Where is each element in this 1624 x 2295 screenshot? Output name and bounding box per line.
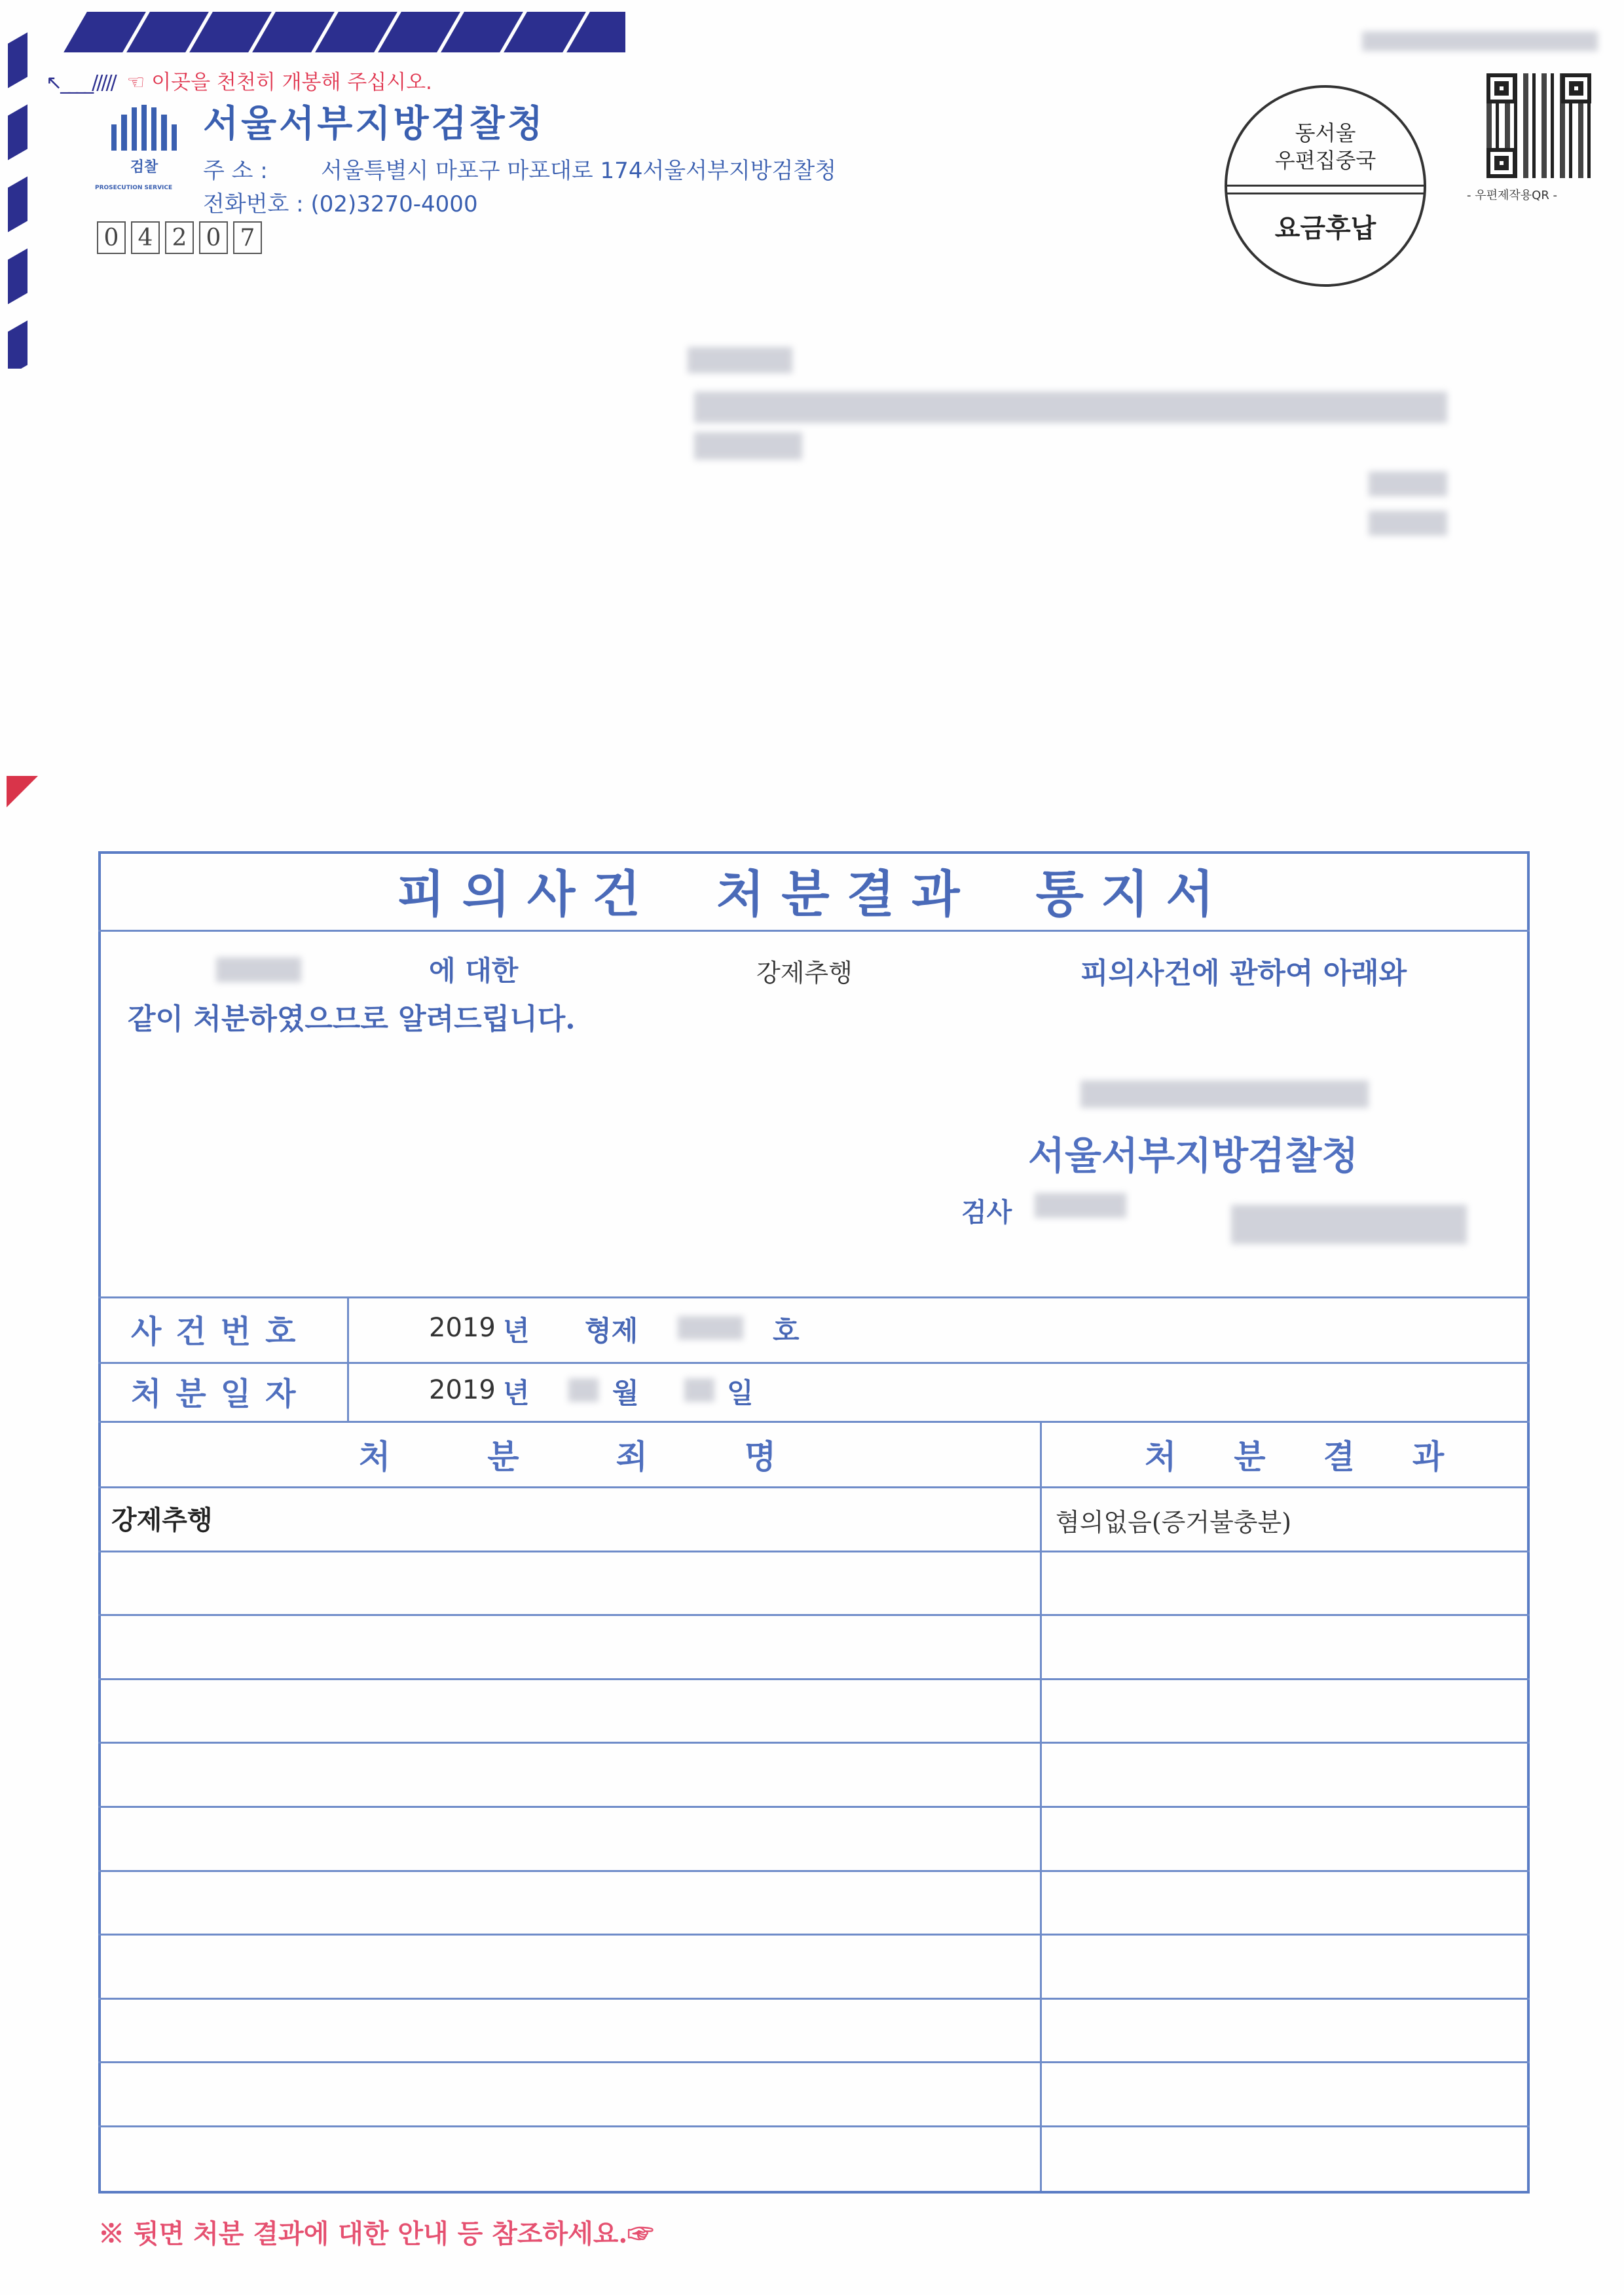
logo-text: 검찰 — [130, 159, 158, 175]
footer-note: ※ 뒷면 처분 결과에 대한 안내 등 참조하세요.☞ — [98, 2218, 654, 2249]
table-row-divider — [98, 1934, 1530, 1936]
logo-text-en: PROSECUTION SERVICE — [95, 185, 173, 191]
disposition-date-label: 처분일자 — [131, 1376, 310, 1412]
postmark-office-line2: 우편집중국 — [1274, 148, 1376, 173]
airmail-stripe-left — [8, 12, 28, 369]
redacted-recipient-name — [1369, 471, 1447, 496]
table-row-divider — [98, 1614, 1530, 1616]
case-suffix: 호 — [773, 1315, 800, 1347]
sender-address — [203, 153, 836, 185]
table-row-divider — [98, 2125, 1530, 2127]
table-row-divider — [98, 2061, 1530, 2063]
col-offense-header: 처분죄명 — [359, 1437, 874, 1476]
divider — [98, 1486, 1530, 1488]
phone-label: 전화번호 : — [203, 191, 304, 217]
divider — [98, 930, 1530, 932]
case-year: 2019 — [429, 1313, 496, 1343]
redacted-recipient-address — [694, 392, 1447, 423]
sender-name: 서울서부지방검찰청 — [203, 103, 545, 145]
redacted-prosecutor-name — [1035, 1193, 1126, 1218]
table-row-divider — [98, 1678, 1530, 1680]
issuer-name: 서울서부지방검찰청 — [1028, 1133, 1359, 1178]
redacted-recipient-title — [1369, 511, 1447, 536]
address-value: 서울특별시 마포구 마포대로 174서울서부지방검찰청 — [321, 158, 837, 184]
date-month-unit: 월 — [612, 1377, 639, 1409]
date-day-unit: 일 — [727, 1377, 754, 1409]
case-number-label: 사건번호 — [131, 1313, 310, 1350]
divider — [98, 1421, 1530, 1423]
table-row-divider — [98, 1870, 1530, 1872]
logo-bars-icon — [111, 105, 177, 151]
table-row-divider — [98, 1998, 1530, 2000]
redacted-day — [684, 1378, 714, 1402]
prosecutor-label: 검사 — [961, 1197, 1012, 1228]
zip-digit: 7 — [233, 221, 262, 254]
redacted-code — [1362, 31, 1598, 51]
disposition-notice-form — [98, 851, 1530, 2194]
postmark-office-line1: 동서울 — [1295, 120, 1356, 145]
sender-phone — [203, 186, 478, 218]
airmail-stripe-top — [62, 12, 625, 52]
divider — [98, 1362, 1530, 1364]
prosecution-logo — [95, 105, 177, 191]
case-year-unit: 년 — [503, 1315, 530, 1347]
qr-caption: - 우편제작용QR - — [1467, 189, 1558, 202]
redacted-prosecutor-seal — [1231, 1205, 1467, 1244]
redacted-case-number — [678, 1316, 743, 1340]
zip-digit: 2 — [165, 221, 194, 254]
date-year: 2019 — [429, 1375, 496, 1405]
postmark-stamp — [1225, 85, 1426, 287]
postmark-fee: 요금후납 — [1274, 213, 1376, 244]
intro-line2: 같이 처분하였으므로 알려드립니다. — [128, 1002, 576, 1036]
notice-title: 피의사건 처분결과 통지서 — [397, 865, 1231, 923]
zip-code — [97, 221, 262, 254]
col-result-header: 처분결과 — [1145, 1437, 1502, 1476]
postal-qr-code-icon — [1486, 73, 1591, 178]
redacted-month — [568, 1378, 599, 1402]
intro-tail: 피의사건에 관하여 아래와 — [1080, 957, 1407, 990]
zip-digit: 4 — [131, 221, 160, 254]
redacted-issue-date — [1080, 1080, 1369, 1108]
divider — [347, 1296, 349, 1421]
date-year-unit: 년 — [503, 1377, 530, 1409]
intro-charge: 강제추행 — [756, 959, 853, 987]
case-type: 형제 — [585, 1315, 638, 1347]
phone-value: (02)3270-4000 — [310, 191, 478, 217]
open-hint: ↖____///// ☜ 이곳을 천천히 개봉해 주십시오. — [46, 71, 432, 94]
row-offense: 강제추행 — [111, 1505, 213, 1535]
redacted-recipient-zip — [688, 347, 792, 373]
tear-line-marker — [7, 776, 38, 807]
redacted-recipient-address-2 — [694, 432, 802, 460]
table-row-divider — [98, 1551, 1530, 1552]
address-label: 주 소 : — [203, 158, 268, 184]
intro-about: 에 대한 — [429, 955, 519, 987]
row-result: 혐의없음(증거불충분) — [1056, 1508, 1292, 1537]
table-row-divider — [98, 1742, 1530, 1744]
zip-digit: 0 — [97, 221, 126, 254]
divider — [98, 1296, 1530, 1298]
open-arrow-icon: ↖____///// — [46, 71, 115, 94]
table-row-divider — [98, 1806, 1530, 1808]
redacted-suspect-name — [216, 957, 301, 982]
zip-digit: 0 — [199, 221, 228, 254]
